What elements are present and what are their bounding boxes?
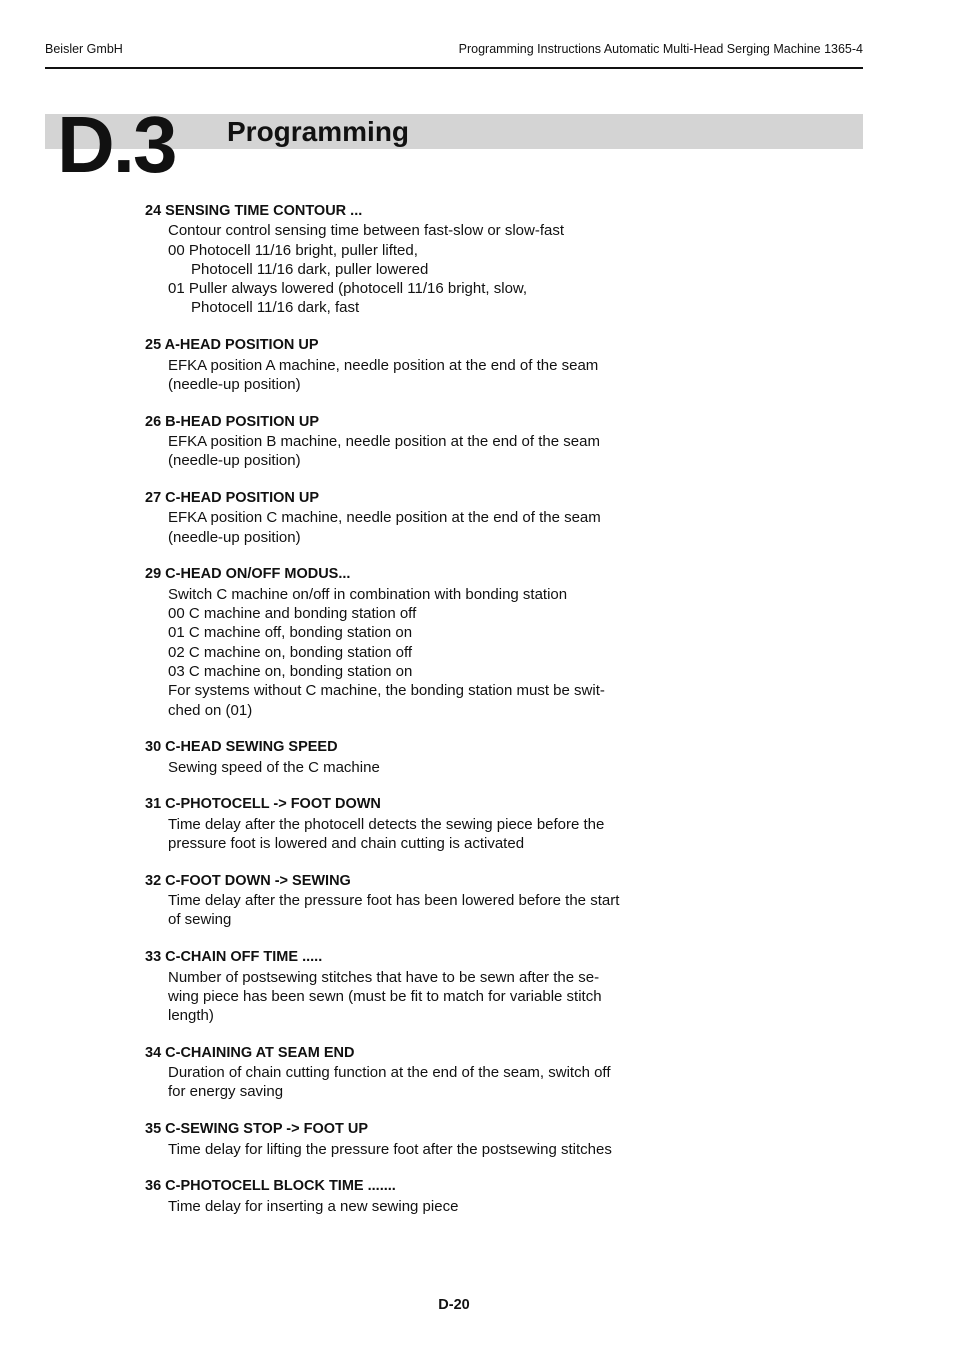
parameter-title: 34 C-CHAINING AT SEAM END [145, 1044, 355, 1061]
parameter-description-line: pressure foot is lowered and chain cutting is activated [168, 835, 525, 853]
parameter-description-line: Time delay for lifting the pressure foot after the postsewing stitches [168, 1140, 612, 1158]
parameter-description-line: 01 Puller always lowered (photocell 11/16 bright, slow, [168, 280, 528, 298]
parameter-entry [145, 1044, 685, 1102]
parameter-description-line: Sewing speed of the C machine [168, 758, 380, 776]
page-header-company: Beisler GmbH [45, 42, 123, 56]
section-number: D.3 [57, 100, 176, 189]
parameter-entry [145, 202, 685, 318]
section-title: Programming [227, 116, 410, 147]
parameter-title: 26 B-HEAD POSITION UP [145, 413, 320, 430]
parameter-title: 35 C-SEWING STOP -> FOOT UP [145, 1121, 369, 1138]
parameter-title: 29 C-HEAD ON/OFF MODUS... [145, 566, 351, 583]
parameter-description-line: ched on (01) [168, 701, 253, 719]
parameter-entry [145, 489, 685, 547]
parameter-title: 25 A-HEAD POSITION UP [145, 337, 319, 354]
page-number: D-20 [438, 1297, 470, 1313]
parameter-description-line: 01 C machine off, bonding station on [168, 624, 413, 642]
parameter-title: 32 C-FOOT DOWN -> SEWING [145, 872, 351, 889]
parameter-description-line: Photocell 11/16 dark, fast [191, 299, 360, 317]
parameter-entry [145, 336, 685, 394]
parameter-description-line: of sewing [168, 911, 232, 929]
parameter-description-line: Duration of chain cutting function at the end of the seam, switch off [168, 1064, 611, 1082]
parameter-entry [145, 565, 685, 719]
parameter-entry [145, 1177, 685, 1216]
parameter-entry [145, 1120, 685, 1159]
parameter-description-line: (needle-up position) [168, 528, 301, 546]
parameter-description-line: (needle-up position) [168, 452, 301, 470]
page-header-document-title: Programming Instructions Automatic Multi-Head Serging Machine 1365-4 [458, 42, 863, 56]
parameter-description-line: EFKA position B machine, needle position at the end of the seam [168, 432, 600, 450]
parameter-entry [145, 872, 685, 930]
parameter-description-line: Time delay for inserting a new sewing piece [168, 1197, 459, 1215]
parameter-title: 27 C-HEAD POSITION UP [145, 490, 320, 507]
parameter-description-line: wing piece has been sewn (must be fit to match for variable stitch [168, 987, 602, 1005]
parameter-description-line: 03 C machine on, bonding station on [168, 662, 413, 680]
parameter-description-line: Photocell 11/16 dark, puller lowered [191, 260, 429, 278]
parameter-list [145, 202, 685, 1234]
parameter-description-line: Switch C machine on/off in combination with bonding station [168, 585, 568, 603]
parameter-description-line: Contour control sensing time between fast-slow or slow-fast [168, 222, 565, 240]
parameter-title: 31 C-PHOTOCELL -> FOOT DOWN [145, 796, 381, 813]
parameter-description-line: 00 Photocell 11/16 bright, puller lifted, [168, 241, 418, 259]
parameter-description-line: for energy saving [168, 1083, 284, 1101]
parameter-description-line: length) [168, 1007, 214, 1025]
parameter-title: 33 C-CHAIN OFF TIME ..... [145, 949, 323, 966]
parameter-entry [145, 738, 685, 777]
parameter-entry [145, 413, 685, 471]
parameter-entry [145, 948, 685, 1025]
parameter-entry [145, 795, 685, 853]
parameter-description-line: Time delay after the pressure foot has been lowered before the start [168, 892, 620, 910]
parameter-description-line: 02 C machine on, bonding station off [168, 643, 413, 661]
parameter-description-line: Time delay after the photocell detects the sewing piece before the [168, 815, 605, 833]
parameter-description-line: EFKA position C machine, needle position at the end of the seam [168, 509, 601, 527]
parameter-title: 30 C-HEAD SEWING SPEED [145, 739, 338, 756]
parameter-title: 24 SENSING TIME CONTOUR ... [145, 203, 363, 219]
parameter-title: 36 C-PHOTOCELL BLOCK TIME ....... [145, 1178, 396, 1195]
parameter-description-line: For systems without C machine, the bonding station must be swit- [168, 682, 605, 700]
parameter-description-line: EFKA position A machine, needle position at the end of the seam [168, 356, 599, 374]
parameter-description-line: Number of postsewing stitches that have to be sewn after the se- [168, 968, 600, 986]
parameter-description-line: (needle-up position) [168, 375, 301, 393]
parameter-description-line: 00 C machine and bonding station off [168, 605, 417, 623]
header-divider [45, 67, 863, 69]
